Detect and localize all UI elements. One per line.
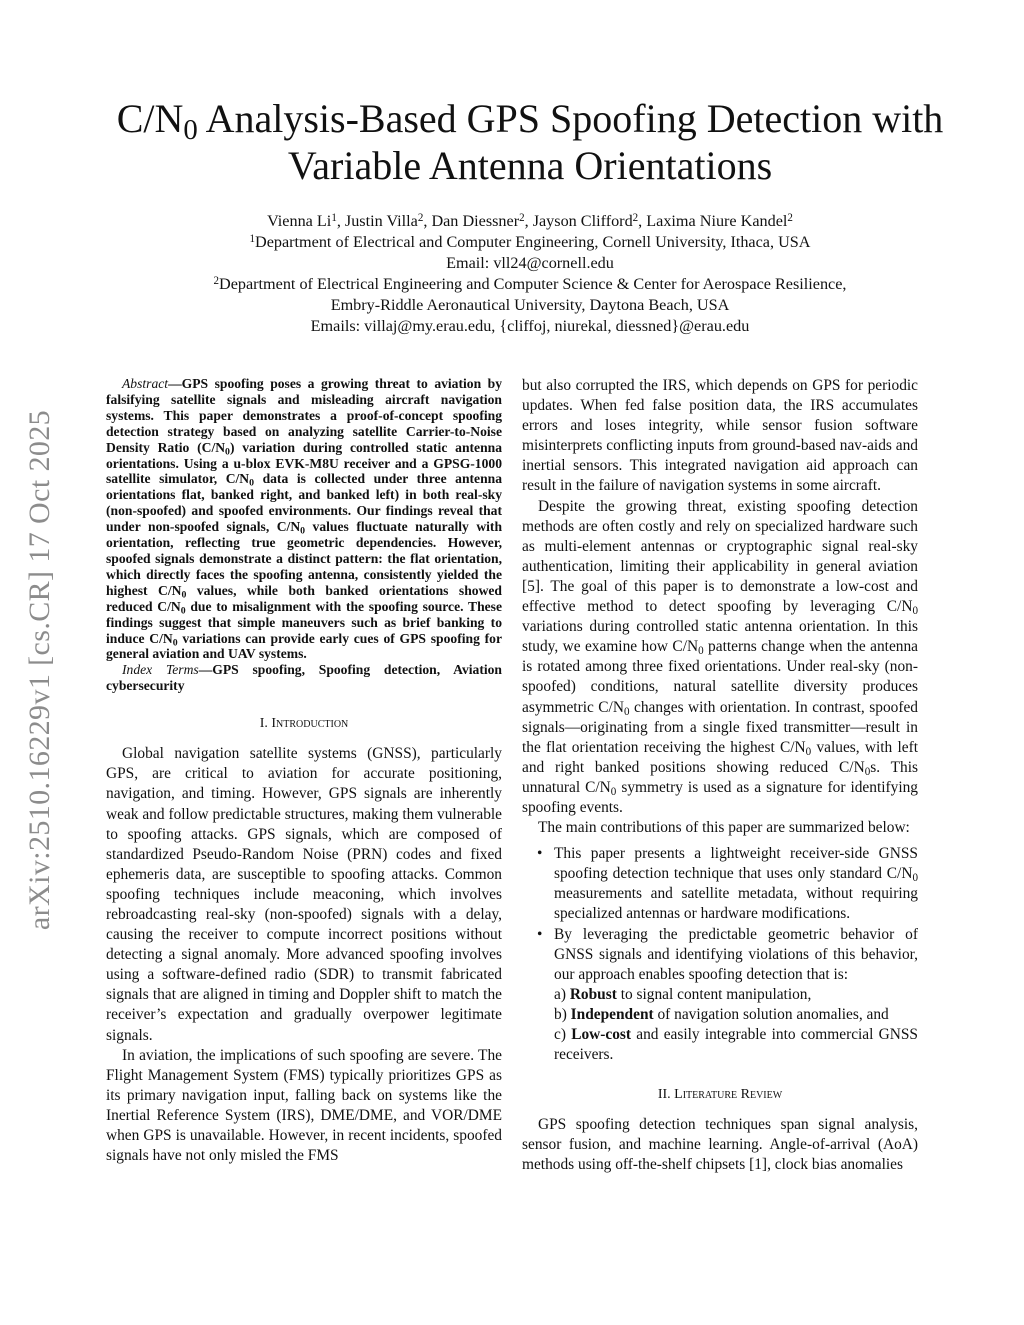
bullet-icon: •: [537, 925, 543, 943]
sub-item-c: c) Low-cost and easily integrable into commercial GNSS receivers.: [554, 1026, 918, 1064]
email-2: Emails: villaj@my.erau.edu, {cliffoj, niurekal, diessned}@erau.edu: [310, 317, 750, 335]
title-line2: Variable Antenna Orientations: [287, 143, 773, 188]
author-block: [60, 211, 1000, 337]
intro-paragraph-2: In aviation, the implications of such spoofing are severe. The Flight Management System (FMS) typically prioritizes GPS as its primary navigation input, falling back on systems like the Inertial Reference System (IRS), DME/DME, and VOR/DME when GPS is unavailable. However, in recent incidents, spoofed signals have not only misled the FMS: [106, 1046, 502, 1165]
sub-item-a: a) Robust to signal content manipulation,: [554, 985, 812, 1003]
abstract: Abstract—GPS spoofing poses a growing threat to aviation by falsifying satellite signals and misleading aircraft navigation systems. This paper demonstrates a proof-of-concept spoofing detection strategy based on analyzing satellite Carrier-to-Noise Density Ratio $(C/N_0)$ variation during controlled static antenna orientations. Using a u-blox EVK-M8U receiver and a GPSG-1000 satellite simulator, $C/N_0$ data is collected under three antenna orientations flat, banked right, and banked left) in both real-sky (non-spoofed) and spoofed environments. Our findings reveal that under non-spoofed signals, $C/N_0$ values fluctuate naturally with orientation, reflecting true geometric dependencies. However, spoofed signals demonstrate a distinct pattern: the flat orientation, which directly faces the spoofing antenna, consistently yielded the highest $C/N_0$ values, while both banked orientations showed reduced $C/N_0$ due to misalignment with the spoofing source. These findings suggest that simple maneuvers such as brief banking to induce $C/N_0$ variations can provide early cues of GPS spoofing for general aviation and UAV systems.: [106, 376, 503, 662]
intro-paragraph-4: The main contributions of this paper are summarized below:: [538, 819, 910, 837]
paper-title: [60, 95, 1000, 189]
section-heading-literature-review: II. Literature Review: [657, 1087, 783, 1103]
author-names: [60, 211, 1000, 232]
email-1: Email: vll24@cornell.edu: [446, 254, 614, 272]
title-line1: $C/N_0$ Analysis-Based GPS Spoofing Detection with: [116, 96, 944, 147]
bullet-icon: •: [537, 845, 543, 863]
left-column: [106, 376, 502, 1166]
contributions-list: [522, 844, 918, 1065]
affiliation-1: $^1$Department of Electrical and Computer Engineering, Cornell University, Ithaca, USA: [249, 233, 811, 251]
author-5: Laxima Niure Kandel$^2$: [646, 212, 793, 230]
affiliation-2-line2: Embry-Riddle Aeronautical University, Daytona Beach, USA: [330, 296, 730, 314]
contribution-item-1: • This paper presents a lightweight receiver-side GNSS spoofing detection technique that uses only standard $C/N_0$ measurements and satellite metadata, without requiring specialized antennas or hardware modifications.: [537, 845, 918, 923]
arxiv-stamp: [12, 370, 68, 970]
arxiv-stamp-text: arXiv:2510.16229v1 [cs.CR] 17 Oct 2025: [23, 409, 56, 931]
contribution-item-2: • By leveraging the predictable geometric behavior of GNSS signals and identifying violations of this behavior, our approach enables spoofing detection that is: a) Robust to signal content manipulation, b) Independent of navigation solution anomalies, and c) Low-cost and easily integrable into commercial GNSS receivers.: [554, 925, 918, 1066]
affiliation-2-line1: $^2$Department of Electrical Engineering and Computer Science & Center for Aerospace Resilience,: [213, 275, 847, 293]
sub-item-b: b) Independent of navigation solution anomalies, and: [554, 1005, 889, 1023]
right-column: [522, 376, 918, 1176]
index-terms: Index Terms—GPS spoofing, Spoofing detection, Aviation cybersecurity: [106, 662, 502, 694]
author-3: Dan Diessner$^2$,: [431, 212, 533, 230]
author-4: Jayson Clifford$^2$,: [532, 212, 647, 230]
intro-paragraph-2-continued: but also corrupted the IRS, which depends on GPS for periodic updates. When fed false position data, the IRS accumulates errors and loses integrity, while sensor fusion software misinterprets conflicting inputs from ground-based nav-aids and inertial sensors. This integrated navigation aid approach can result in the failure of navigation systems in some aircraft.: [522, 377, 918, 495]
author-2: Justin Villa$^2$,: [344, 212, 432, 230]
literature-paragraph-1: GPS spoofing detection techniques span signal analysis, sensor fusion, and machine learning. Angle-of-arrival (AoA) methods using off-the-shelf chipsets [1], clock bias anomalies: [522, 1116, 918, 1174]
intro-paragraph-3: Despite the growing threat, existing spoofing detection methods are often costly and rely on specialized hardware such as multi-element antennas or cryptographic signal real-sky authentication, limiting their applicability in general aviation [5]. The goal of this paper is to demonstrate a low-cost and effective method to detect spoofing by leveraging $C/N_0$ variations during controlled static antenna orientation. In this study, we examine how $C/N_0$ patterns change when the antenna is rotated among three fixed orientations. Under real-sky (non-spoofed) conditions, natural satellite diversity produces asymmetric $C/N_0$ changes with orientation. In contrast, spoofed signals—originating from a single fixed transmitter—result in the flat orientation receiving the highest $C/N_0$ values, with left and right banked positions showing reduced $C/N_0s$. This unnatural $C/N_0$ symmetry is used as a signature for identifying spoofing events.: [522, 497, 919, 816]
author-1: Vienna Li$^1$,: [267, 212, 345, 230]
section-heading-introduction: I. Introduction: [259, 716, 349, 732]
intro-paragraph-1: Global navigation satellite systems (GNSS), particularly GPS, are critical to aviation for accurate positioning, navigation, and timing. However, GPS signals are inherently weak and follow predictable structures, making them vulnerable to spoofing attacks. GPS signals, which are composed of standardized Pseudo-Random Noise (PRN) codes and fixed ephemeris data, are susceptible to spoofing attacks. Common spoofing techniques include meaconing, which involves rebroadcasting real-sky (non-spoofed) signals with a delay, causing the receiver to compute incorrect positions without detecting a signal anomaly. More advanced spoofing involves using a software-defined radio (SDR) to transmit fabricated signals that are aligned in timing and Doppler shift to match the receiver’s expectation and gradually overpower legitimate signals.: [106, 745, 502, 1044]
